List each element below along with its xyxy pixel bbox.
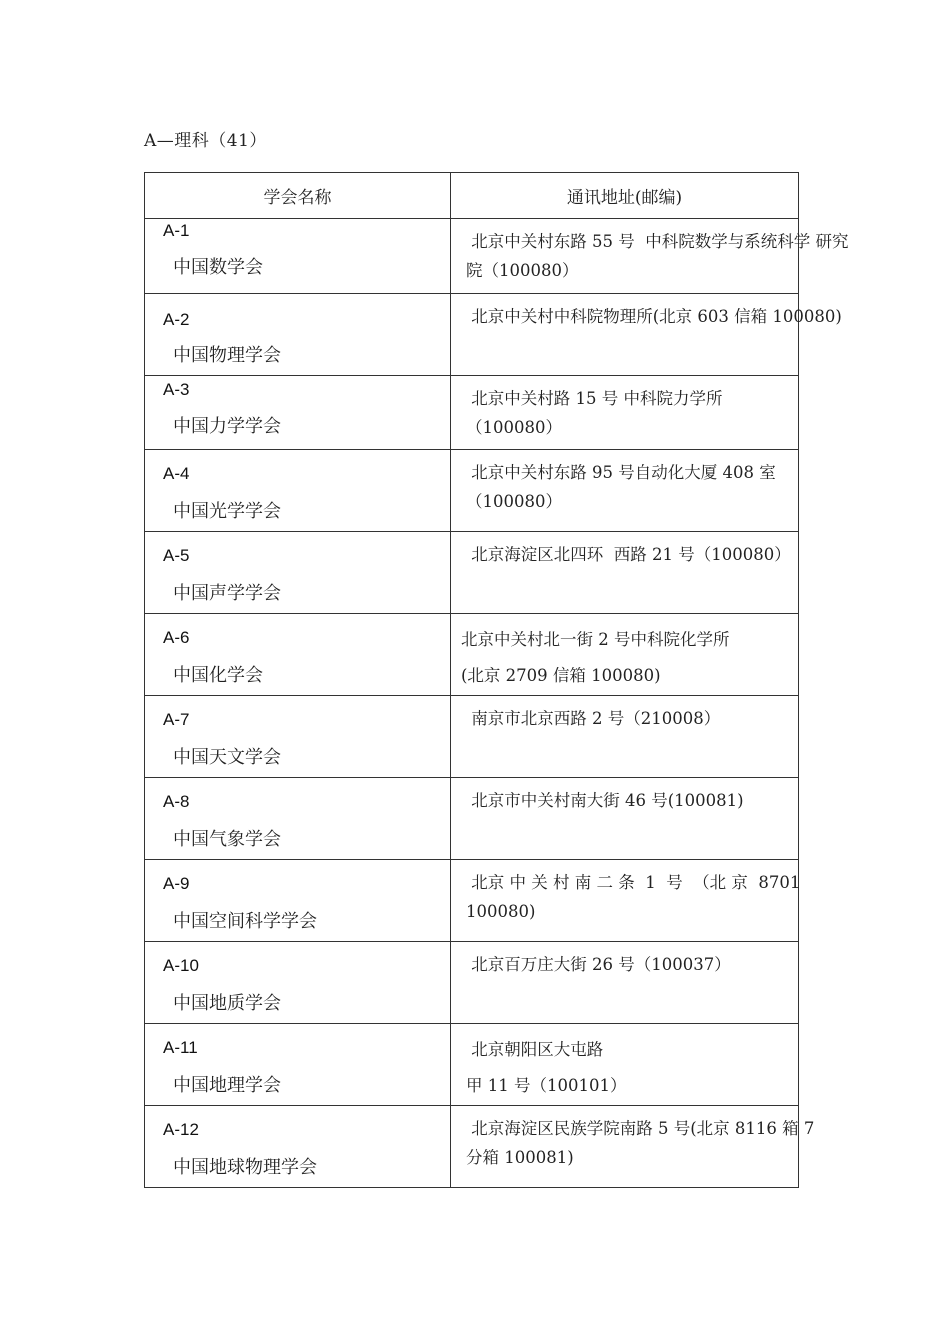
address-cell (451, 1106, 820, 1188)
society-cell (145, 376, 451, 450)
address-text: 北京市中关村南大街 46 号(100081) (466, 791, 744, 810)
society-code: A-12 (163, 1120, 199, 1139)
society-name: 中国数学会 (173, 257, 263, 278)
table-header-row (145, 173, 799, 219)
society-cell (145, 942, 451, 1024)
society-name: 中国地理学会 (173, 1075, 281, 1096)
society-code: A-10 (163, 956, 199, 975)
society-code: A-8 (163, 792, 190, 811)
address-text: 北京海淀区民族学院南路 5 号(北京 8116 箱 7 分箱 100081) (466, 1119, 820, 1167)
address-cell (451, 860, 806, 942)
society-code: A-9 (163, 874, 190, 893)
address-text: 北京中关村中科院物理所(北京 603 信箱 100080) (466, 307, 842, 326)
society-cell (145, 778, 451, 860)
society-cell (145, 1106, 451, 1188)
address-text: 北京百万庄大街 26 号（100037） (466, 955, 731, 974)
table-row (145, 219, 849, 294)
society-code: A-2 (163, 310, 190, 329)
society-cell (145, 614, 451, 696)
society-code: A-3 (163, 380, 190, 399)
society-name: 中国空间科学学会 (173, 911, 317, 932)
society-name: 中国气象学会 (173, 829, 281, 850)
table-row (145, 450, 799, 532)
table-row (145, 860, 806, 942)
address-cell (451, 942, 799, 1024)
address-text: 北京中关村路 15 号 中科院力学所 （100080） (466, 389, 723, 437)
table-row (145, 942, 799, 1024)
address-cell (451, 532, 799, 614)
society-cell (145, 294, 451, 376)
society-table (144, 172, 849, 1188)
address-cell (451, 778, 799, 860)
address-text: 北京海淀区北四环 西路 21 号（100080） (466, 545, 791, 564)
society-name: 中国地质学会 (173, 993, 281, 1014)
society-cell (145, 860, 451, 942)
society-name: 中国光学学会 (173, 501, 281, 522)
society-name: 中国物理学会 (173, 345, 281, 366)
address-cell (451, 219, 849, 294)
address-cell (451, 450, 799, 532)
header-society-name: 学会名称 (145, 173, 451, 219)
address-text: 北京中关村北一街 2 号中科院化学所 (北京 2709 信箱 100080) (461, 630, 730, 685)
table-row (145, 614, 799, 696)
society-name: 中国化学会 (173, 665, 263, 686)
address-text: 北京 中 关 村 南 二 条 1 号 （北 京 8701 100080) (466, 873, 806, 921)
society-name: 中国地球物理学会 (173, 1157, 317, 1178)
address-cell (451, 294, 842, 376)
society-code: A-7 (163, 710, 190, 729)
address-text: 南京市北京西路 2 号（210008） (466, 709, 721, 728)
society-cell (145, 219, 451, 294)
section-title: A—理科（41） (144, 131, 267, 151)
society-cell (145, 1024, 451, 1106)
address-cell (451, 614, 799, 696)
society-cell (145, 450, 451, 532)
society-code: A-1 (163, 221, 190, 240)
table-row (145, 696, 799, 778)
society-code: A-11 (163, 1038, 198, 1057)
table-row (145, 532, 799, 614)
address-cell (451, 696, 799, 778)
table-row (145, 1106, 820, 1188)
address-text: 北京中关村东路 95 号自动化大厦 408 室 （100080） (466, 463, 776, 511)
address-cell (451, 1024, 799, 1106)
society-name: 中国天文学会 (173, 747, 281, 768)
society-cell (145, 696, 451, 778)
table-row (145, 1024, 799, 1106)
address-text: 北京中关村东路 55 号 中科院数学与系统科学 研究院（100080） (466, 232, 849, 280)
society-cell (145, 532, 451, 614)
table-row (145, 778, 799, 860)
society-name: 中国力学学会 (173, 416, 281, 437)
table-row (145, 376, 799, 450)
society-code: A-5 (163, 546, 190, 565)
society-code: A-4 (163, 464, 190, 483)
address-cell (451, 376, 799, 450)
society-name: 中国声学学会 (173, 583, 281, 604)
table-row (145, 294, 842, 376)
society-code: A-6 (163, 628, 190, 647)
header-address: 通讯地址(邮编) (451, 173, 799, 219)
address-text: 北京朝阳区大屯路 甲 11 号（100101） (466, 1040, 627, 1095)
